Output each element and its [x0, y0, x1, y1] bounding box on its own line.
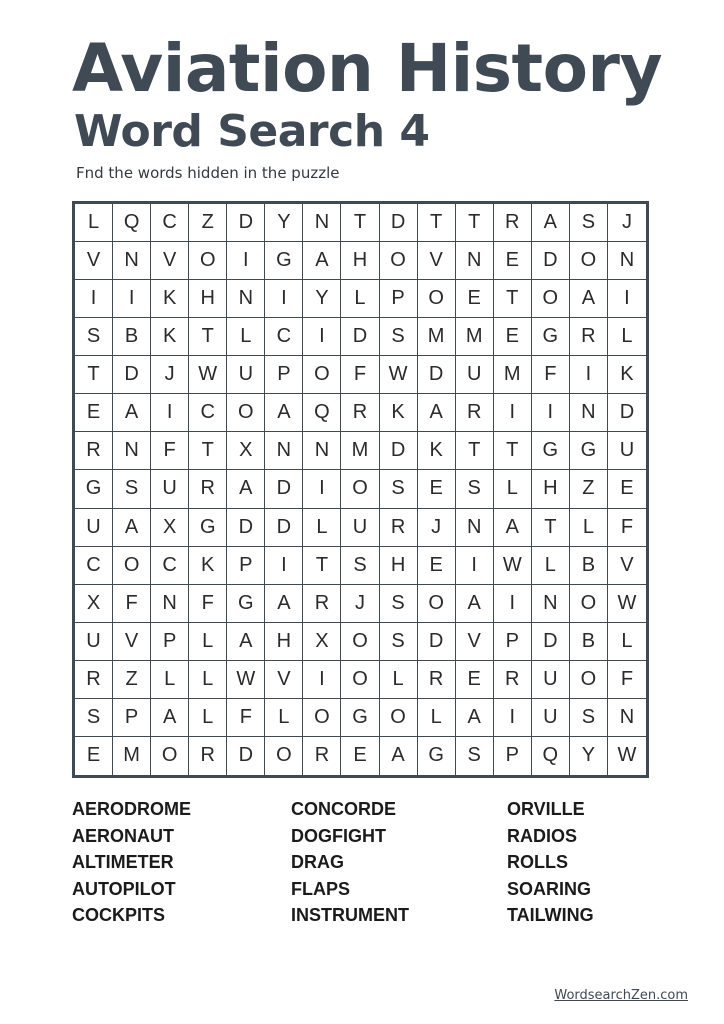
grid-cell[interactable]: N — [456, 509, 494, 547]
grid-cell[interactable]: G — [418, 737, 456, 775]
grid-cell[interactable]: D — [608, 394, 646, 432]
word-list-item: AERONAUT — [72, 825, 174, 846]
grid-cell[interactable]: A — [570, 280, 608, 318]
grid-cell[interactable]: L — [608, 318, 646, 356]
grid-cell[interactable]: R — [189, 737, 227, 775]
grid-cell[interactable]: L — [265, 699, 303, 737]
grid-cell[interactable]: R — [303, 737, 341, 775]
word-list-item: ROLLS — [507, 852, 568, 872]
word-list-item: COCKPITS — [72, 905, 166, 925]
grid-cell[interactable]: A — [456, 585, 494, 623]
grid-cell[interactable]: L — [227, 318, 265, 356]
grid-cell[interactable]: H — [532, 470, 570, 508]
grid-cell[interactable]: D — [380, 432, 418, 470]
grid-cell[interactable]: A — [532, 204, 570, 242]
grid-cell[interactable]: F — [151, 432, 189, 470]
grid-cell[interactable]: A — [265, 585, 303, 623]
grid-cell[interactable]: S — [380, 623, 418, 661]
grid-cell[interactable]: F — [532, 356, 570, 394]
grid-cell[interactable]: I — [303, 470, 341, 508]
grid-cell[interactable]: E — [75, 394, 113, 432]
grid-cell[interactable]: L — [380, 661, 418, 699]
grid-cell[interactable]: I — [456, 547, 494, 585]
grid-cell[interactable]: I — [303, 661, 341, 699]
grid-cell[interactable]: A — [418, 394, 456, 432]
grid-cell[interactable]: U — [227, 356, 265, 394]
grid-cell[interactable]: J — [608, 204, 646, 242]
grid-cell[interactable]: R — [418, 661, 456, 699]
grid-cell[interactable]: C — [151, 204, 189, 242]
grid-cell[interactable]: U — [532, 661, 570, 699]
grid-cell[interactable]: O — [265, 737, 303, 775]
grid-cell[interactable]: O — [380, 699, 418, 737]
grid-cell[interactable]: X — [151, 509, 189, 547]
grid-cell[interactable]: O — [303, 699, 341, 737]
grid-cell[interactable]: M — [456, 318, 494, 356]
grid-cell[interactable]: E — [608, 470, 646, 508]
grid-cell[interactable]: U — [532, 699, 570, 737]
grid-cell[interactable]: D — [418, 356, 456, 394]
grid-cell[interactable]: A — [380, 737, 418, 775]
grid-cell[interactable]: O — [418, 280, 456, 318]
grid-cell[interactable]: T — [494, 432, 532, 470]
grid-cell[interactable]: O — [341, 623, 379, 661]
grid-cell[interactable]: O — [189, 242, 227, 280]
grid-cell[interactable]: A — [265, 394, 303, 432]
grid-cell[interactable]: G — [341, 699, 379, 737]
grid-cell[interactable]: Y — [303, 280, 341, 318]
grid-cell[interactable]: D — [532, 623, 570, 661]
word-list-item: DRAG — [291, 852, 344, 872]
grid-cell[interactable]: T — [456, 204, 494, 242]
grid-cell[interactable]: S — [570, 204, 608, 242]
grid-cell[interactable]: E — [494, 318, 532, 356]
grid-cell[interactable]: K — [608, 356, 646, 394]
grid-cell[interactable]: I — [151, 394, 189, 432]
grid-cell[interactable]: W — [189, 356, 227, 394]
grid-cell[interactable]: K — [151, 280, 189, 318]
grid-cell[interactable]: I — [494, 699, 532, 737]
grid-cell[interactable]: H — [341, 242, 379, 280]
grid-cell[interactable]: O — [532, 280, 570, 318]
grid-cell[interactable]: R — [341, 394, 379, 432]
grid-cell[interactable]: C — [265, 318, 303, 356]
letter-grid — [72, 201, 649, 778]
grid-cell[interactable]: V — [151, 242, 189, 280]
grid-cell[interactable]: D — [227, 204, 265, 242]
grid-cell[interactable]: N — [303, 432, 341, 470]
grid-cell[interactable]: G — [532, 318, 570, 356]
grid-cell[interactable]: K — [380, 394, 418, 432]
grid-cell[interactable]: O — [570, 242, 608, 280]
grid-cell[interactable]: P — [265, 356, 303, 394]
grid-cell[interactable]: D — [265, 470, 303, 508]
grid-cell[interactable]: I — [113, 280, 151, 318]
grid-cell[interactable]: F — [227, 699, 265, 737]
grid-cell[interactable]: S — [456, 737, 494, 775]
grid-cell[interactable]: C — [151, 547, 189, 585]
grid-cell[interactable]: E — [418, 470, 456, 508]
grid-cell[interactable]: R — [380, 509, 418, 547]
grid-cell[interactable]: J — [151, 356, 189, 394]
grid-cell[interactable]: R — [456, 394, 494, 432]
grid-cell[interactable]: Y — [570, 737, 608, 775]
word-list-item: ORVILLE — [507, 799, 585, 819]
grid-cell[interactable]: M — [494, 356, 532, 394]
page-subtitle: Word Search 4 — [74, 106, 430, 157]
grid-cell[interactable]: Q — [303, 394, 341, 432]
grid-cell[interactable]: L — [570, 509, 608, 547]
word-list-column-3 — [507, 796, 594, 929]
grid-cell[interactable]: I — [570, 356, 608, 394]
grid-cell[interactable]: S — [380, 318, 418, 356]
grid-cell[interactable]: W — [617, 744, 637, 767]
grid-cell[interactable]: R — [75, 432, 113, 470]
grid-cell[interactable]: G — [570, 432, 608, 470]
grid-cell[interactable]: Z — [189, 204, 227, 242]
grid-cell[interactable]: L — [151, 661, 189, 699]
grid-cell[interactable]: B — [570, 547, 608, 585]
grid-cell[interactable]: R — [189, 470, 227, 508]
word-list-item: ALTIMETER — [72, 852, 174, 872]
grid-cell[interactable]: I — [494, 585, 532, 623]
grid-cell[interactable]: V — [113, 623, 151, 661]
footer-site-link[interactable]: WordsearchZen.com — [554, 988, 688, 1003]
grid-cell[interactable]: O — [418, 585, 456, 623]
grid-cell[interactable]: G — [265, 242, 303, 280]
grid-cell[interactable]: F — [113, 585, 151, 623]
grid-cell[interactable]: D — [113, 356, 151, 394]
grid-cell[interactable]: E — [341, 737, 379, 775]
grid-cell[interactable]: P — [113, 699, 151, 737]
grid-cell[interactable]: H — [380, 547, 418, 585]
grid-cell[interactable]: N — [113, 242, 151, 280]
grid-cell[interactable]: X — [75, 585, 113, 623]
grid-cell[interactable]: T — [75, 356, 113, 394]
word-list-item: RADIOS — [507, 825, 578, 846]
grid-cell[interactable]: T — [303, 547, 341, 585]
grid-cell[interactable]: W — [380, 356, 418, 394]
grid-cell[interactable]: D — [532, 242, 570, 280]
word-list-item: TAILWING — [507, 905, 594, 925]
grid-cell[interactable]: T — [189, 318, 227, 356]
grid-cell[interactable]: O — [303, 356, 341, 394]
grid-cell[interactable]: N — [265, 432, 303, 470]
word-list-item: AUTOPILOT — [72, 878, 176, 899]
grid-cell[interactable]: V — [75, 242, 113, 280]
grid-cell[interactable]: E — [494, 242, 532, 280]
grid-cell[interactable]: U — [608, 432, 646, 470]
word-list-item: SOARING — [507, 878, 592, 899]
word-list-item: INSTRUMENT — [291, 905, 409, 925]
grid-cell[interactable]: I — [303, 318, 341, 356]
grid-cell[interactable]: C — [189, 394, 227, 432]
grid-cell[interactable]: W — [227, 661, 265, 699]
grid-cell[interactable]: N — [570, 394, 608, 432]
grid-cell[interactable]: T — [189, 432, 227, 470]
grid-cell[interactable]: O — [151, 737, 189, 775]
grid-cell[interactable]: A — [494, 509, 532, 547]
grid-cell[interactable]: A — [456, 699, 494, 737]
grid-cell[interactable]: S — [570, 699, 608, 737]
grid-cell[interactable]: O — [113, 547, 151, 585]
grid-cell[interactable]: T — [341, 204, 379, 242]
grid-cell[interactable]: J — [341, 585, 379, 623]
grid-cell[interactable]: Q — [532, 737, 570, 775]
grid-cell[interactable]: L — [75, 204, 113, 242]
grid-cell[interactable]: I — [265, 280, 303, 318]
grid-cell[interactable]: U — [75, 509, 113, 547]
grid-cell[interactable]: R — [494, 204, 532, 242]
grid-cell[interactable]: P — [151, 623, 189, 661]
grid-cell[interactable]: N — [456, 242, 494, 280]
grid-cell[interactable]: D — [227, 737, 265, 775]
grid-cell[interactable]: M — [113, 737, 151, 775]
grid-cell[interactable]: S — [380, 585, 418, 623]
grid-cell[interactable]: Q — [113, 204, 151, 242]
grid-cell[interactable]: F — [608, 661, 646, 699]
grid-cell[interactable]: L — [189, 623, 227, 661]
word-list-item: DOGFIGHT — [291, 825, 386, 846]
grid-cell[interactable]: G — [227, 585, 265, 623]
grid-cell[interactable]: V — [418, 242, 456, 280]
grid-cell[interactable]: V — [265, 661, 303, 699]
grid-cell[interactable]: A — [227, 623, 265, 661]
grid-cell[interactable]: I — [532, 394, 570, 432]
grid-cell[interactable]: R — [75, 661, 113, 699]
grid-cell[interactable]: R — [494, 661, 532, 699]
word-list-item: AERODROME — [72, 799, 192, 819]
grid-cell[interactable]: A — [113, 509, 151, 547]
grid-cell[interactable]: L — [532, 547, 570, 585]
grid-cell[interactable]: E — [456, 661, 494, 699]
grid-cell[interactable]: U — [151, 470, 189, 508]
grid-cell[interactable]: N — [532, 585, 570, 623]
grid-cell[interactable]: T — [494, 280, 532, 318]
grid-cell[interactable]: V — [456, 623, 494, 661]
grid-cell[interactable]: K — [151, 318, 189, 356]
grid-cell[interactable]: M — [418, 318, 456, 356]
grid-cell[interactable]: R — [303, 585, 341, 623]
grid-cell[interactable]: P — [227, 547, 265, 585]
grid-cell[interactable]: K — [418, 432, 456, 470]
grid-cell[interactable]: A — [303, 242, 341, 280]
grid-cell[interactable]: Z — [113, 661, 151, 699]
grid-cell[interactable]: N — [227, 280, 265, 318]
grid-cell[interactable]: G — [189, 509, 227, 547]
grid-cell[interactable]: P — [494, 737, 532, 775]
grid-cell[interactable]: N — [303, 204, 341, 242]
grid-cell[interactable]: U — [75, 623, 113, 661]
grid-cell[interactable]: M — [341, 432, 379, 470]
instruction-text: Fnd the words hidden in the puzzle — [76, 164, 340, 182]
grid-cell[interactable]: O — [341, 661, 379, 699]
grid-cell[interactable]: U — [456, 356, 494, 394]
grid-cell[interactable]: Z — [570, 470, 608, 508]
grid-cell[interactable]: E — [418, 547, 456, 585]
grid-cell[interactable]: V — [608, 547, 646, 585]
grid-cell[interactable]: T — [532, 509, 570, 547]
grid-cell[interactable]: S — [75, 318, 113, 356]
grid-cell[interactable]: P — [494, 623, 532, 661]
word-list-item: FLAPS — [291, 878, 351, 899]
grid-cell[interactable]: P — [380, 280, 418, 318]
grid-cell[interactable]: D — [418, 623, 456, 661]
grid-cell[interactable]: H — [265, 623, 303, 661]
grid-cell[interactable]: W — [494, 547, 532, 585]
grid-cell[interactable]: R — [570, 318, 608, 356]
grid-cell[interactable]: U — [341, 509, 379, 547]
grid-cell[interactable]: Y — [265, 204, 303, 242]
grid-cell[interactable]: L — [303, 509, 341, 547]
grid-cell[interactable]: S — [75, 699, 113, 737]
grid-cell[interactable]: F — [608, 509, 646, 547]
grid-cell[interactable]: K — [189, 547, 227, 585]
grid-cell[interactable]: S — [380, 470, 418, 508]
grid-cell[interactable]: N — [608, 242, 646, 280]
grid-cell[interactable]: F — [341, 356, 379, 394]
grid-cell[interactable]: X — [303, 623, 341, 661]
grid-cell[interactable]: I — [227, 242, 265, 280]
grid-cell[interactable]: I — [608, 280, 646, 318]
grid-cell[interactable]: O — [380, 242, 418, 280]
grid-cell[interactable]: B — [570, 623, 608, 661]
grid-cell[interactable]: L — [418, 699, 456, 737]
grid-cell[interactable]: A — [113, 394, 151, 432]
grid-cell[interactable]: O — [570, 585, 608, 623]
grid-cell[interactable]: G — [532, 432, 570, 470]
grid-cell[interactable]: N — [113, 432, 151, 470]
grid-cell[interactable]: L — [341, 280, 379, 318]
grid-cell[interactable]: H — [189, 280, 227, 318]
grid-cell[interactable]: D — [341, 318, 379, 356]
grid-cell[interactable]: D — [265, 509, 303, 547]
grid-cell[interactable]: S — [456, 470, 494, 508]
grid-cell[interactable]: T — [418, 204, 456, 242]
grid-cell[interactable]: N — [608, 699, 646, 737]
grid-cell[interactable]: L — [608, 623, 646, 661]
grid-cell[interactable]: E — [75, 737, 113, 775]
grid-cell[interactable]: S — [341, 547, 379, 585]
grid-cell[interactable]: C — [75, 547, 113, 585]
grid-cell[interactable]: L — [494, 470, 532, 508]
grid-cell[interactable]: O — [341, 470, 379, 508]
grid-cell[interactable]: B — [113, 318, 151, 356]
grid-cell[interactable]: N — [151, 585, 189, 623]
grid-cell[interactable]: X — [227, 432, 265, 470]
grid-cell[interactable]: I — [75, 280, 113, 318]
grid-cell[interactable]: W — [608, 585, 646, 623]
grid-cell[interactable]: O — [227, 394, 265, 432]
grid-cell[interactable]: D — [380, 204, 418, 242]
grid-cell[interactable]: I — [265, 547, 303, 585]
grid-cell[interactable]: A — [227, 470, 265, 508]
grid-cell[interactable]: A — [151, 699, 189, 737]
grid-cell[interactable]: O — [570, 661, 608, 699]
word-list-item: CONCORDE — [291, 799, 397, 819]
grid-cell[interactable]: L — [189, 699, 227, 737]
grid-cell[interactable]: T — [456, 432, 494, 470]
page-title: Aviation History — [72, 30, 662, 107]
grid-cell[interactable]: D — [227, 509, 265, 547]
grid-cell[interactable]: I — [494, 394, 532, 432]
grid-cell[interactable]: G — [75, 470, 113, 508]
grid-cell[interactable]: F — [189, 585, 227, 623]
grid-cell[interactable]: L — [189, 661, 227, 699]
word-list-column-2 — [291, 796, 409, 929]
grid-cell[interactable]: E — [456, 280, 494, 318]
grid-cell[interactable]: J — [418, 509, 456, 547]
word-list-column-1 — [72, 796, 191, 929]
grid-cell[interactable]: S — [113, 470, 151, 508]
